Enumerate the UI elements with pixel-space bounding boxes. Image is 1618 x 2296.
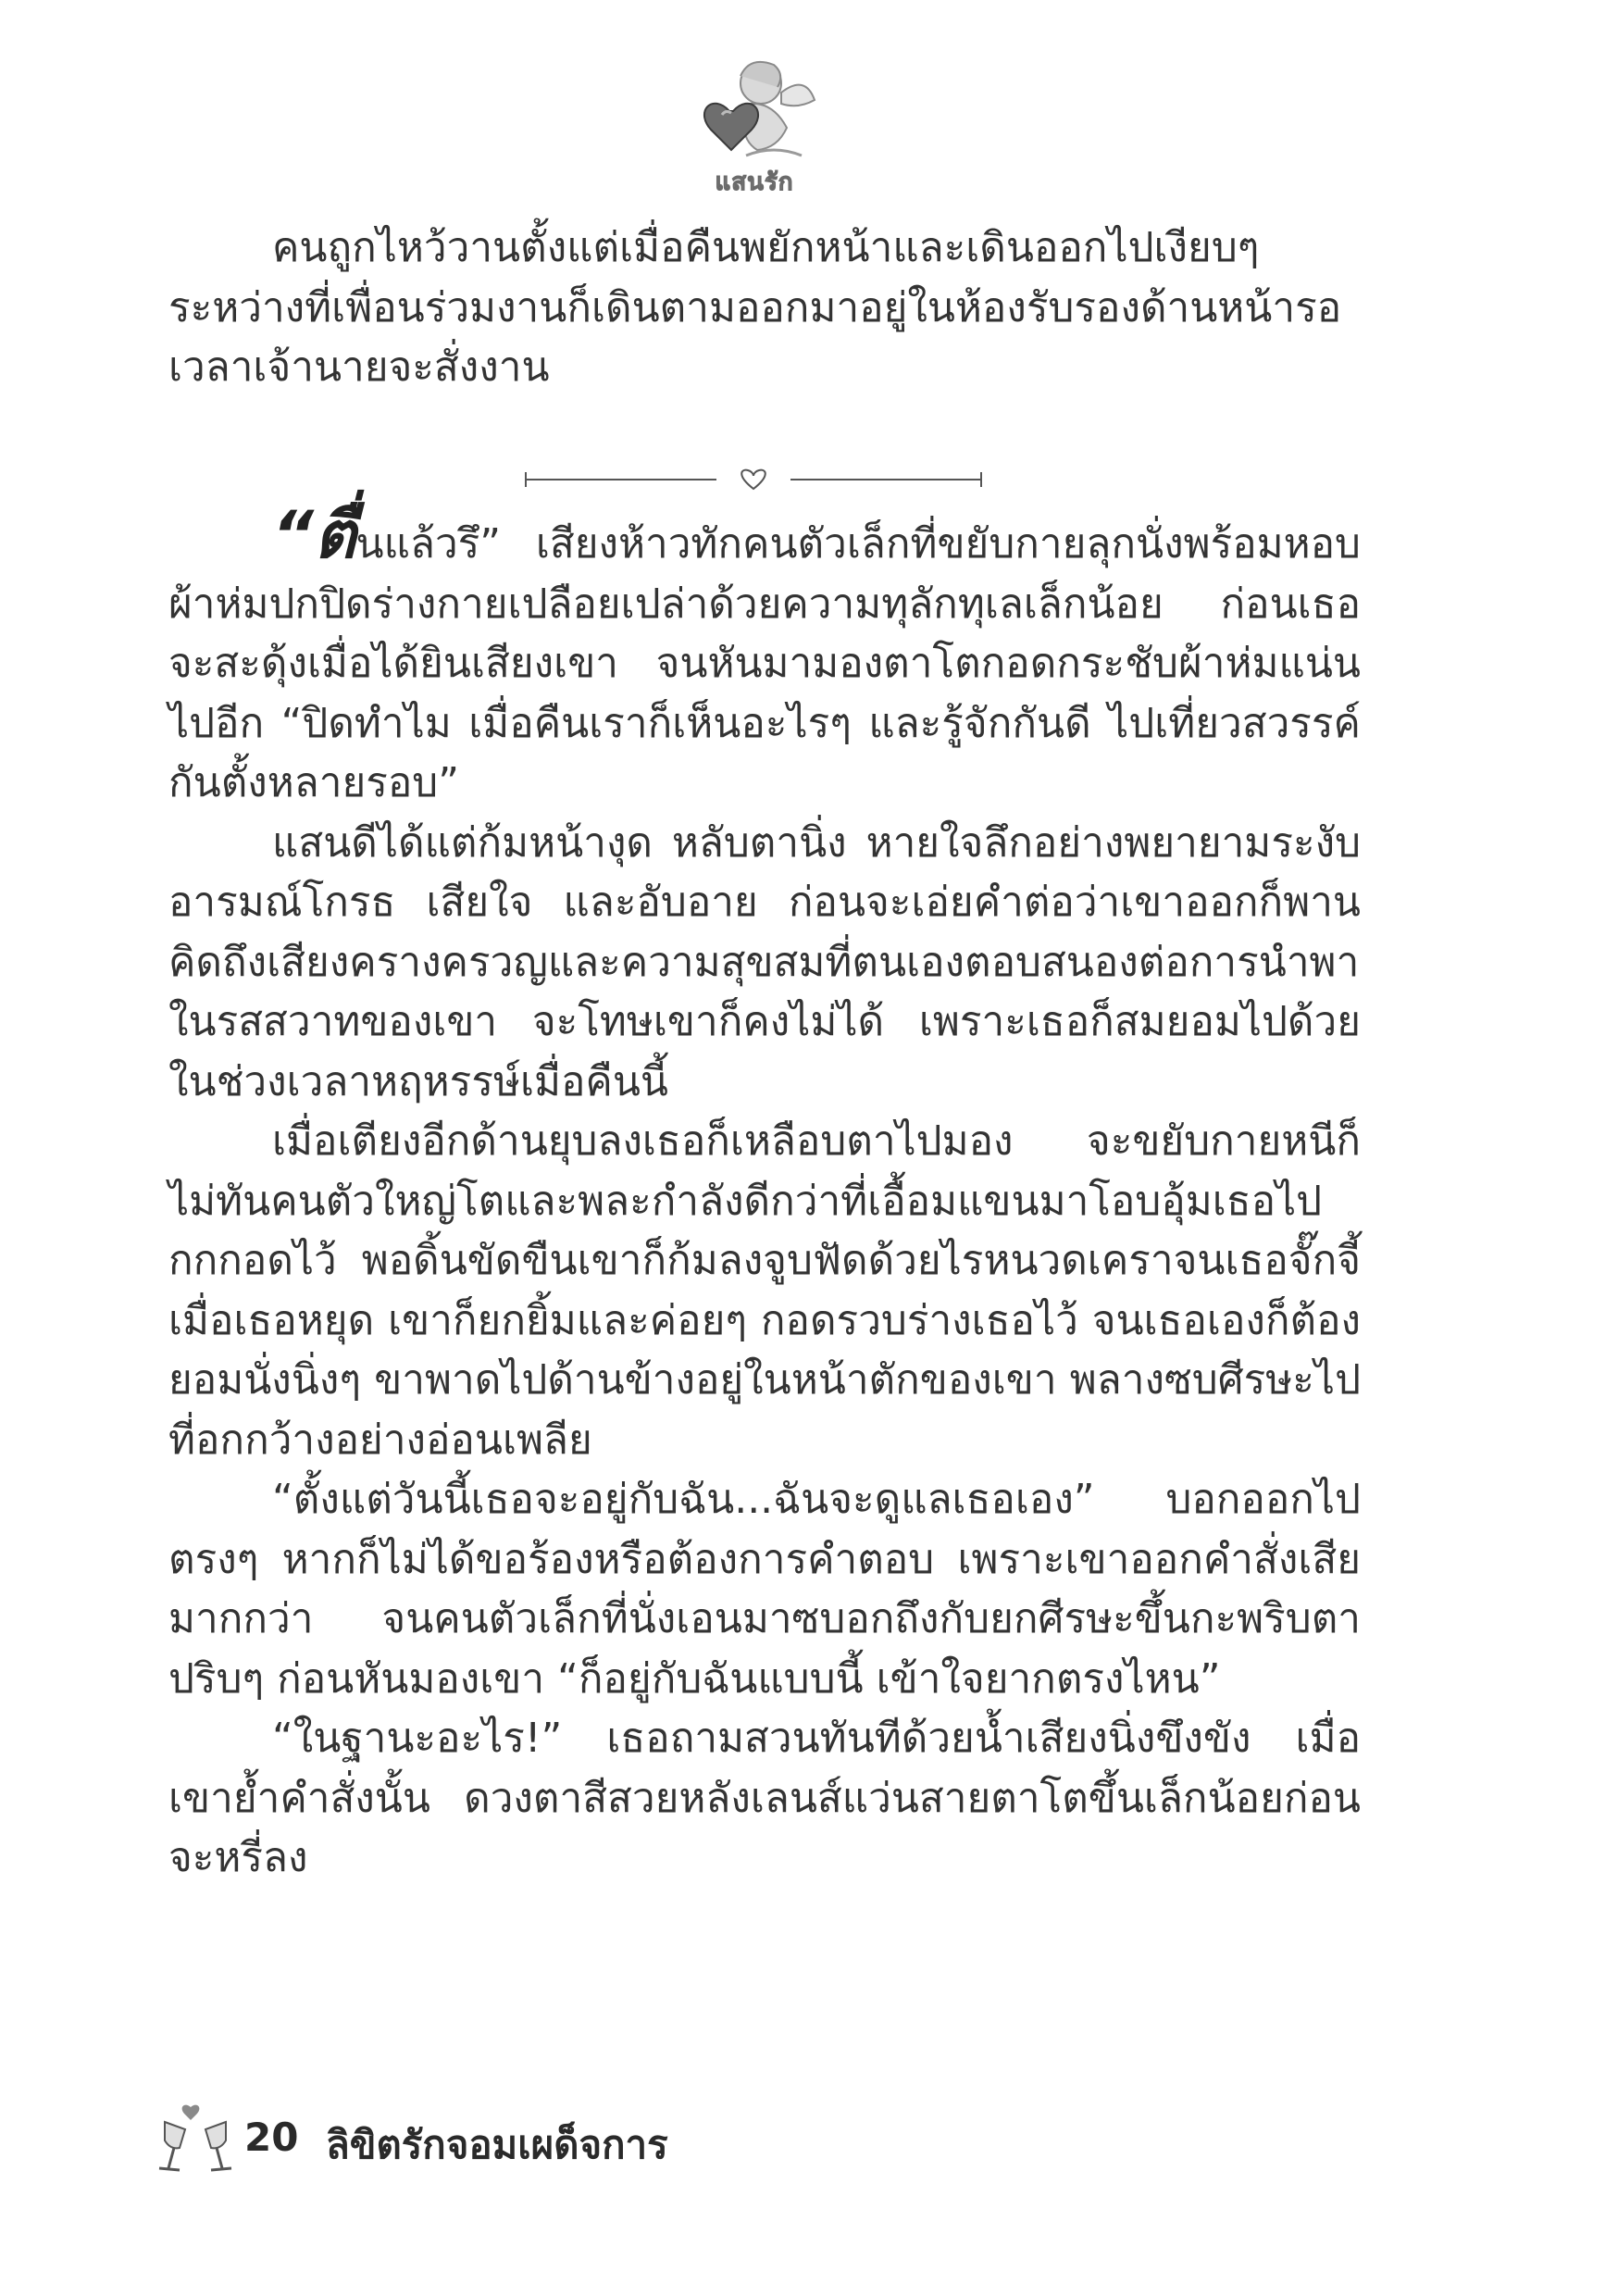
logo-text: แสนรัก <box>715 168 794 196</box>
top-paragraphs <box>168 218 1361 398</box>
cherub-heart-icon <box>685 56 824 167</box>
wine-glasses-icon <box>154 2102 237 2176</box>
paragraph-text: นแล้วรึ” เสียงห้าวทักคนตัวเล็กที่ขยับกายลุกนั่งพร้อมหอบผ้าห่มปกปิดร่างกายเปลือยเปล่าด้วยความทุลักทุเลเล็กน้อย ก่อนเธอจะสะดุ้งเมื่อได้ยินเสียงเขา จนหันมามองตาโตกอดกระชับผ้าห่มแน่นไปอีก “ปิดทำไม เมื่อคืนเราก็เห็นอะไรๆ และรู้จักกันดี ไปเที่ยวสวรรค์กันตั้งหลายรอบ” <box>168 520 1361 806</box>
paragraph: “ตั้งแต่วันนี้เธอจะอยู่กับฉัน...ฉันจะดูแลเธอเอง” บอกออกไปตรงๆ หากก็ไม่ได้ขอร้องหรือต้องการคำตอบ เพราะเขาออกคำสั่งเสียมากกว่า จนคนตัวเล็กที่นั่งเอนมาซบอกถึงกับยกศีรษะขึ้นกะพริบตาปริบๆ ก่อนหันมองเขา “ก็อยู่กับฉันแบบนี้ เข้าใจยากตรงไหน” <box>168 1476 1361 1703</box>
page-number: 20 <box>244 2115 299 2160</box>
main-paragraphs <box>168 497 1361 1889</box>
dropcap: “ตื่ <box>272 497 356 573</box>
heart-icon <box>741 470 765 489</box>
paragraph: “ในฐานะอะไร!” เธอถามสวนทันทีด้วยน้ำเสียงนิ่งขึงขัง เมื่อเขาย้ำคำสั่งนั้น ดวงตาสีสวยหลังเลนส์แว่นสายตาโตขึ้นเล็กน้อยก่อนจะหรี่ลง <box>168 1715 1361 1881</box>
paragraph: เมื่อเตียงอีกด้านยุบลงเธอก็เหลือบตาไปมอง จะขยับกายหนีก็ไม่ทันคนตัวใหญ่โตและพละกำลังดีกว่าที่เอื้อมแขนมาโอบอุ้มเธอไปกกกอดไว้ พอดิ้นขัดขืนเขาก็ก้มลงจูบฟัดด้วยไรหนวดเคราจนเธอจั๊กจี้ เมื่อเธอหยุด เขาก็ยกยิ้มและค่อยๆ กอดรวบร่างเธอไว้ จนเธอเองก็ต้องยอมนั่งนิ่งๆ ขาพาดไปด้านข้างอยู่ในหน้าตักของเขา พลางซบศีรษะไปที่อกกว้างอย่างอ่อนเพลีย <box>168 1117 1361 1464</box>
header-logo <box>685 56 824 194</box>
scene-divider <box>522 465 985 493</box>
book-title: ลิขิตรักจอมเผด็จการ <box>326 2122 668 2167</box>
paragraph: แสนดีได้แต่ก้มหน้างุด หลับตานิ่ง หายใจลึกอย่างพยายามระงับอารมณ์โกรธ เสียใจ และอับอาย ก่อนจะเอ่ยคำต่อว่าเขาออกก็พานคิดถึงเสียงครางครวญและความสุขสมที่ตนเองตอบสนองต่อการนำพาในรสสวาทของเขา จะโทษเขาก็คงไม่ได้ เพราะเธอก็สมยอมไปด้วยในช่วงเวลาหฤหรรษ์เมื่อคืนนี้ <box>168 818 1361 1105</box>
page-footer <box>154 2102 802 2176</box>
paragraph-first <box>168 497 1361 814</box>
paragraph: คนถูกไหว้วานตั้งแต่เมื่อคืนพยักหน้าและเดินออกไปเงียบๆ ระหว่างที่เพื่อนร่วมงานก็เดินตามออกมาอยู่ในห้องรับรองด้านหน้ารอเวลาเจ้านายจะสั่งงาน <box>168 224 1342 391</box>
